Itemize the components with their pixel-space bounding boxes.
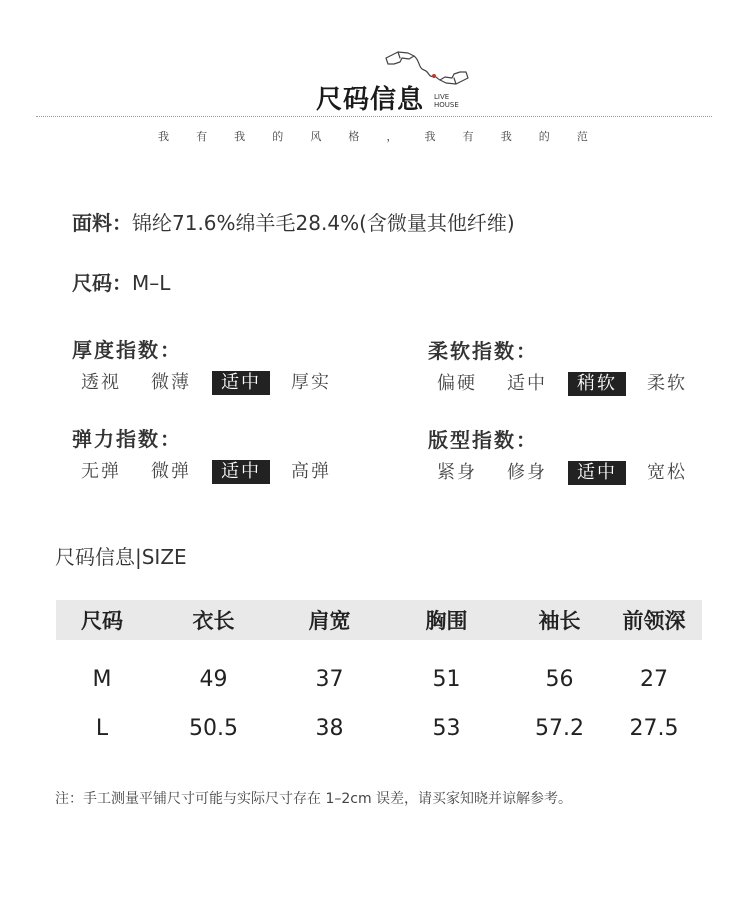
softness-option: 适中: [507, 373, 547, 394]
tagline-char: 我: [158, 130, 169, 143]
thickness-index-title: 厚度指数：: [72, 338, 182, 362]
table-cell: 49: [199, 666, 228, 692]
elasticity-option: 无弹: [81, 461, 121, 482]
fit-option: 修身: [507, 462, 547, 483]
fit-index-options: [428, 461, 708, 485]
fit-option: 紧身: [437, 462, 477, 483]
tagline-char: 范: [576, 130, 588, 143]
thickness-option: 透视: [81, 372, 121, 393]
tagline-char: 有: [462, 130, 474, 143]
elasticity-index-title: 弹力指数：: [72, 427, 182, 451]
size-table: [56, 600, 702, 741]
table-cell: 50.5: [189, 716, 238, 741]
column-header-neck-depth: 前领深: [606, 600, 702, 640]
fit-option-selected: 适中: [568, 461, 626, 485]
softness-option-selected: 稍软: [568, 372, 626, 396]
fabric-line: [72, 207, 515, 236]
size-table-header-row: [56, 600, 702, 640]
table-cell: 37: [315, 666, 344, 692]
size-range-label: 尺码：: [72, 271, 132, 295]
tagline-char: 格: [348, 130, 360, 143]
thickness-option: 微薄: [151, 372, 191, 393]
table-cell: 56: [545, 666, 574, 692]
table-cell: 27: [640, 666, 668, 692]
table-row: [56, 640, 702, 716]
tagline-char: ，: [386, 130, 398, 143]
elasticity-option: 微弹: [151, 461, 191, 482]
header-divider: [36, 116, 712, 117]
softness-option: 柔软: [647, 373, 687, 394]
elasticity-option: 高弹: [291, 461, 331, 482]
tagline-char: 的: [272, 130, 284, 143]
tagline-char: 我: [500, 130, 512, 143]
logo-text-house: HOUSE: [434, 101, 459, 109]
size-range-line: [72, 267, 170, 296]
fabric-label: 面料：: [72, 211, 132, 235]
size-table-heading: 尺码信息|SIZE: [55, 545, 187, 569]
thickness-index: [72, 334, 352, 395]
fit-option: 宽松: [647, 462, 687, 483]
fabric-value: 锦纶71.6%绵羊毛28.4%(含微量其他纤维): [132, 211, 515, 235]
column-header-size: 尺码: [56, 600, 148, 640]
table-row: [56, 716, 702, 741]
elasticity-index: [72, 423, 352, 484]
thickness-option-selected: 适中: [212, 371, 270, 395]
tagline-char: 风: [310, 130, 322, 143]
tagline-char: 的: [538, 130, 550, 143]
tagline-char: 我: [234, 130, 246, 143]
table-cell: 51: [432, 666, 461, 692]
tagline-char: 我: [424, 130, 436, 143]
table-cell: 57.2: [535, 716, 584, 741]
tagline: [158, 128, 588, 144]
elasticity-index-options: [72, 460, 352, 484]
softness-index-options: [428, 372, 708, 396]
size-range-value: M–L: [132, 271, 171, 295]
tagline-char: 有: [196, 130, 208, 143]
column-header-length: 衣长: [148, 600, 279, 640]
table-cell: 53: [432, 716, 461, 741]
column-header-shoulder: 肩宽: [279, 600, 380, 640]
thickness-index-options: [72, 371, 352, 395]
table-cell: 27.5: [629, 716, 679, 741]
elasticity-option-selected: 适中: [212, 460, 270, 484]
softness-index: [428, 335, 708, 396]
softness-index-title: 柔软指数：: [428, 339, 538, 363]
page-title: 尺码信息: [316, 85, 425, 115]
table-cell: 38: [315, 716, 344, 741]
column-header-sleeve: 袖长: [513, 600, 606, 640]
fit-index: [428, 424, 708, 485]
softness-option: 偏硬: [437, 373, 477, 394]
fit-index-title: 版型指数：: [428, 428, 538, 452]
table-cell: M: [92, 666, 112, 692]
thickness-option: 厚实: [291, 372, 331, 393]
measurement-note: 注：手工测量平铺尺寸可能与实际尺寸存在 1–2cm 误差，请买家知晓并谅解参考。: [55, 791, 573, 807]
logo-wordmark: [434, 93, 459, 109]
column-header-chest: 胸围: [380, 600, 513, 640]
logo-text-live: LIVE: [434, 93, 450, 101]
table-cell: L: [95, 716, 109, 741]
